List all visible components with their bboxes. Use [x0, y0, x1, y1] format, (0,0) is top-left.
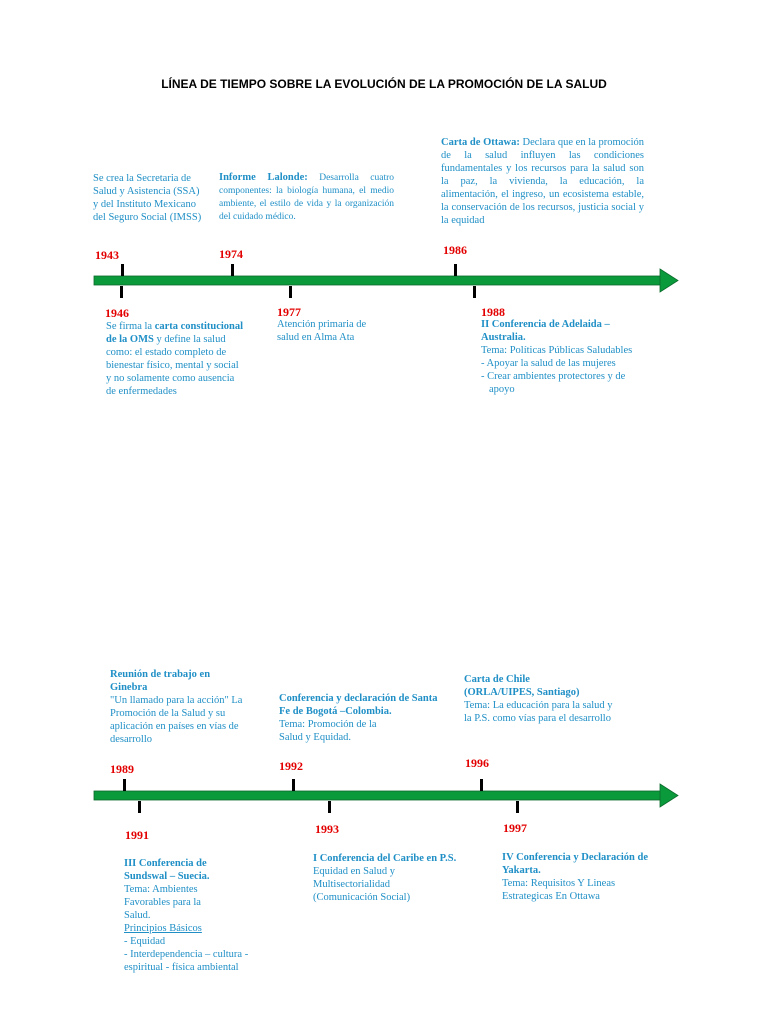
- event-1974-body: Desarrolla cuatro componentes: la biología humana, el medio ambiente, el estilo de vida y la organización del cuidado médico.: [219, 173, 394, 222]
- event-1992-text: [279, 692, 444, 744]
- event-1946-text: [106, 320, 244, 398]
- event-1989-heading: Reunión de trabajo en Ginebra: [110, 669, 211, 693]
- tick-1986: [454, 264, 457, 276]
- year-1943: 1943: [95, 248, 119, 262]
- event-1986-body: Declara que en la promoción de la salud influyen las condiciones fundamentales y los recursos para la salud son la paz, la vivienda, la educación, la alimentación, el ingreso, un ecosistema estable, la conservación de los recursos, justicia social y la equidad: [441, 137, 645, 226]
- event-1992-heading: Conferencia y declaración de Santa Fe de Bogotá –Colombia.: [279, 693, 438, 717]
- tick-1946: [120, 286, 123, 298]
- tick-1991: [138, 801, 141, 813]
- timeline-2-arrow: [94, 784, 678, 807]
- year-1992: 1992: [279, 759, 303, 773]
- event-1988-tema: Tema: Políticas Públicas Saludables: [481, 345, 633, 356]
- tick-1943: [121, 264, 124, 276]
- event-1991-heading: III Conferencia de Sundswal – Suecia.: [124, 858, 210, 882]
- year-1991: 1991: [125, 828, 149, 842]
- event-1993-text: [313, 852, 488, 904]
- event-1991-tema: Tema: Ambientes Favorables para la Salud.: [124, 884, 201, 921]
- event-1988-item-2: - Crear ambientes protectores y de: [481, 371, 626, 382]
- tick-1989: [123, 779, 126, 791]
- event-1946-part-b: carta constitucional de la OMS: [106, 321, 244, 345]
- event-1974-heading: Informe Lalonde:: [219, 172, 308, 183]
- year-1977: 1977: [277, 305, 301, 319]
- event-1986-text: [441, 136, 644, 227]
- tick-1996: [480, 779, 483, 791]
- year-1997: 1997: [503, 821, 527, 835]
- event-1991-text: [124, 857, 284, 974]
- event-1997-text: [502, 851, 682, 903]
- timeline-1-arrow: [94, 269, 678, 292]
- tick-1993: [328, 801, 331, 813]
- event-1988-item-1: - Apoyar la salud de las mujeres: [481, 358, 616, 369]
- event-1996-body: Tema: La educación para la salud y la P.S. como vías para el desarrollo: [464, 700, 613, 724]
- tick-1992: [292, 779, 295, 791]
- event-1997-body: Tema: Requisitos Y Lineas Estrategicas En Ottawa: [502, 878, 616, 902]
- year-1974: 1974: [219, 247, 243, 261]
- event-1991-principles: Principios Básicos: [124, 923, 202, 934]
- event-1991-item-2: - Interdependencia – cultura - espiritual - física ambiental: [124, 949, 249, 973]
- tick-1977: [289, 286, 292, 298]
- event-1977-text: Atención primaria de salud en Alma Ata: [277, 319, 367, 343]
- event-1988-text: [481, 318, 671, 396]
- event-1989-text: [110, 668, 252, 746]
- event-1996-heading-1: Carta de Chile: [464, 674, 530, 685]
- event-1943-text: Se crea la Secretaria de Salud y Asistencia (SSA) y del Instituto Mexicano del Seguro Social (IMSS): [93, 173, 202, 223]
- year-1989: 1989: [110, 762, 134, 776]
- event-1993-heading: I Conferencia del Caribe en P.S.: [313, 853, 457, 864]
- year-1946: 1946: [105, 306, 129, 320]
- event-1997-heading: IV Conferencia y Declaración de Yakarta.: [502, 852, 649, 876]
- event-1946-part-c: y define la salud como: el estado completo de bienestar físico, mental y social y no solamente como ausencia de enfermedades: [106, 334, 239, 397]
- event-1993-body: Equidad en Salud y Multisectorialidad (Comunicación Social): [313, 866, 411, 903]
- page-title: LÍNEA DE TIEMPO SOBRE LA EVOLUCIÓN DE LA PROMOCIÓN DE LA SALUD: [161, 77, 607, 91]
- event-1988-heading: II Conferencia de Adelaida – Australia.: [481, 319, 610, 343]
- year-1988: 1988: [481, 305, 505, 319]
- event-1996-heading-2: (ORLA/UIPES, Santiago): [464, 687, 580, 698]
- tick-1988: [473, 286, 476, 298]
- year-1993: 1993: [315, 822, 339, 836]
- event-1991-item-1: - Equidad: [124, 936, 166, 947]
- year-1986: 1986: [443, 243, 467, 257]
- event-1996-text: [464, 673, 624, 725]
- event-1992-body: Tema: Promoción de la Salud y Equidad.: [279, 719, 377, 743]
- event-1986-heading: Carta de Ottawa:: [441, 137, 520, 148]
- event-1988-item-3: apoyo: [489, 384, 515, 395]
- event-1989-body: "Un llamado para la acción" La Promoción de la Salud y su aplicación en países en vías de desarrollo: [110, 695, 243, 745]
- event-1974-text: [219, 171, 394, 224]
- event-1946-part-a: Se firma la: [106, 321, 153, 332]
- tick-1974: [231, 264, 234, 276]
- year-1996: 1996: [465, 756, 489, 770]
- tick-1997: [516, 801, 519, 813]
